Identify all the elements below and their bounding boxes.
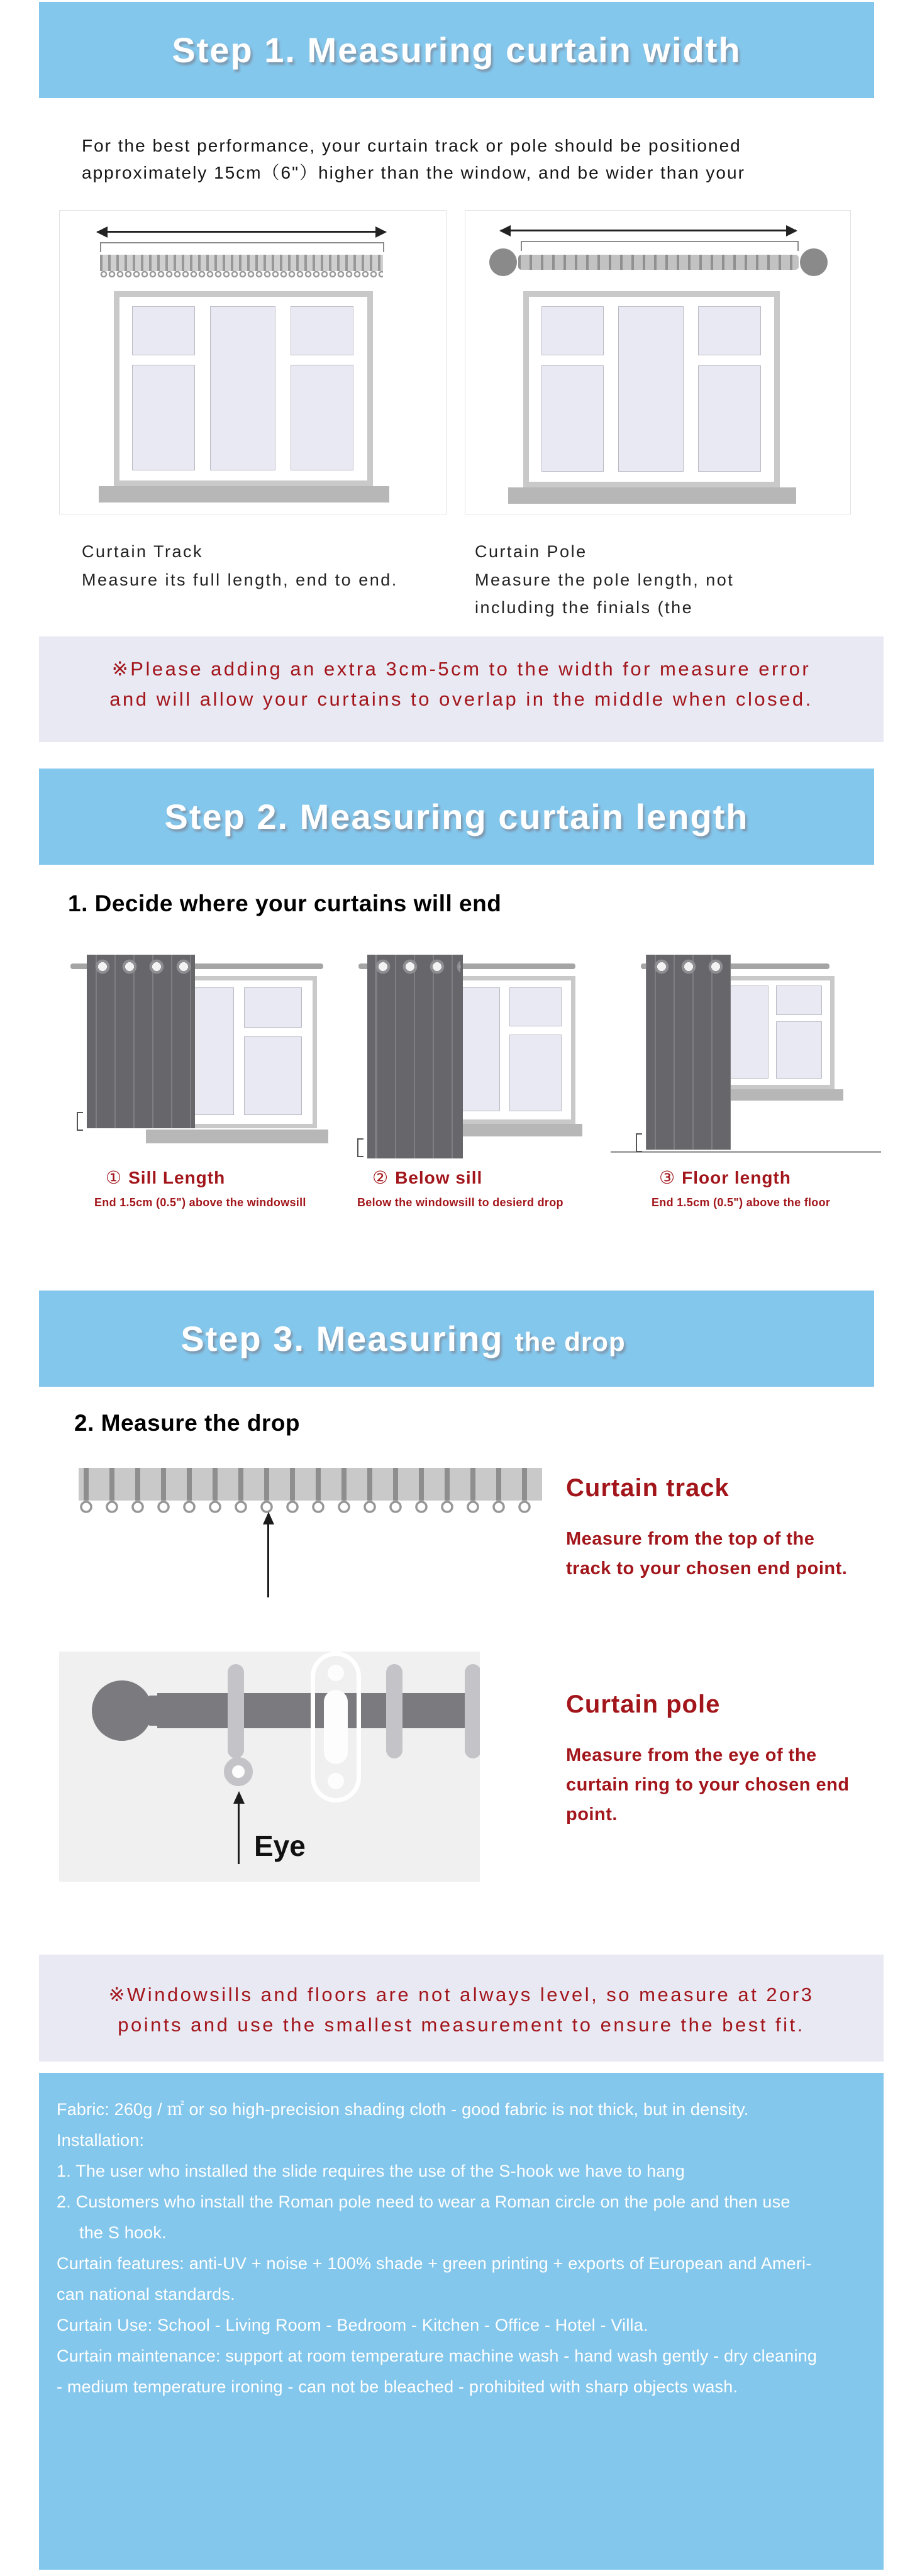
drop-heading: 2. Measure the drop (74, 1410, 301, 1436)
pole-instruction-line-1: Measure from the eye of the (566, 1745, 817, 1765)
window-pane (132, 306, 196, 355)
curtain-track-heading: Curtain track (566, 1474, 730, 1502)
curtain-illustration (87, 955, 195, 1128)
window-frame (119, 297, 367, 480)
pole-caption-line-1: Measure the pole length, not (475, 570, 735, 589)
width-arrow-icon (501, 230, 796, 231)
step1-banner-label: Step 1. Measuring curtain width (172, 30, 741, 70)
track-caption-body: Measure its full length, end to end. (82, 570, 398, 589)
option-2-desc: Below the windowsill to desierd drop (357, 1196, 563, 1209)
info-line-install-2: 2. Customers who install the Roman pole need to wear a Roman circle on the pole and then use (57, 2192, 791, 2211)
window-sill (146, 1130, 328, 1143)
info-line-install-2b: the S hook. (79, 2223, 167, 2242)
step2-banner (39, 769, 874, 865)
curtain-illustration (646, 955, 731, 1150)
step3-banner-label: Step 3. Measuring (180, 1319, 504, 1358)
window-pane (291, 365, 354, 470)
decide-heading: 1. Decide where your curtains will end (68, 891, 502, 916)
track-instruction-line-1: Measure from the top of the (566, 1529, 815, 1549)
track-caption-title: Curtain Track (82, 542, 204, 561)
finial-right-icon (800, 248, 828, 276)
curtain-pole-heading: Curtain pole (566, 1690, 721, 1718)
curtain-pole-instructions (566, 1741, 850, 1829)
level-note-line-1: ※Windowsills and floors are not always level, so measure at 2or3 (108, 1984, 814, 2006)
sill-length-diagram (65, 950, 328, 1158)
info-line-install-1: 1. The user who installed the slide requires the use of the S-hook we have to hang (57, 2162, 685, 2180)
info-line-use: Curtain Use: School - Living Room - Bedroom - Kitchen - Office - Hotel - Villa. (57, 2316, 648, 2334)
info-line-maintenance-1: Curtain maintenance: support at room temperature machine wash - hand wash gently - dry cleaning (57, 2346, 818, 2365)
level-note-banner (39, 1955, 884, 2062)
option-1-number: ① (106, 1168, 123, 1187)
step2-banner-label: Step 2. Measuring curtain length (164, 797, 749, 836)
grommets-icon (370, 957, 460, 976)
width-note-banner (39, 636, 884, 742)
window-sill (508, 487, 796, 504)
product-info-panel (39, 2073, 884, 2570)
window-pane (618, 306, 683, 472)
info-line-fabric: Fabric: 260g / ㎡ or so high-precision shading cloth - good fabric is not thick, but in density. (57, 2100, 749, 2119)
grommets-icon (89, 957, 192, 976)
window-sill (99, 486, 389, 502)
window-pane (776, 1021, 822, 1079)
step1-intro-paragraph (82, 132, 745, 186)
window-pane (541, 365, 604, 472)
track-hooks-icon (79, 1501, 542, 1516)
curtain-track-instructions (566, 1524, 847, 1584)
window-illustration (114, 291, 373, 486)
curtain-illustration (367, 955, 463, 1158)
finial-ball-icon (92, 1680, 152, 1741)
window-pane (244, 1036, 302, 1115)
option-3-number: ③ (659, 1168, 676, 1187)
width-arrow-icon (97, 231, 386, 233)
pole-drop-illustration (59, 1652, 480, 1882)
info-line-maintenance-2: - medium temperature ironing - can not be bleached - prohibited with sharp objects wash. (57, 2377, 738, 2396)
intro-line-1: For the best performance, your curtain track or pole should be positioned (82, 136, 741, 155)
floor-line (611, 1151, 881, 1153)
level-note-line-2: points and use the smallest measurement to ensure the best fit. (118, 2014, 805, 2036)
option-1-desc: End 1.5cm (0.5") above the windowsill (94, 1196, 306, 1209)
finial-left-icon (489, 248, 517, 276)
window-pane (698, 365, 761, 472)
info-line-features-1: Curtain features: anti-UV + noise + 100% shade + green printing + exports of European and Ameri- (57, 2254, 812, 2273)
measure-mark-icon (636, 1133, 642, 1152)
width-note-line-1: ※Please adding an extra 3cm-5cm to the width for measure error (111, 658, 811, 680)
option-2-number: ② (372, 1168, 389, 1187)
curtain-track-diagram (59, 210, 447, 514)
pole-instruction-line-2: curtain ring to your chosen end (566, 1775, 850, 1795)
pole-illustration (518, 255, 799, 270)
window-pane (509, 1035, 562, 1111)
curtain-ring-icon (228, 1664, 244, 1758)
curtain-ring-icon (465, 1664, 480, 1758)
eye-label: Eye (254, 1829, 306, 1862)
bracket-slot (324, 1690, 348, 1764)
window-pane (541, 306, 604, 355)
curtain-pole-diagram (465, 210, 851, 514)
window-pane (509, 987, 562, 1026)
measure-bracket (521, 241, 799, 251)
pole-caption-line-2: including the finials (the (475, 598, 694, 617)
intro-line-2: approximately 15cm（6"）higher than the window, and be wider than your (82, 163, 745, 182)
window-frame (529, 297, 774, 482)
option-2-label: Below sill (395, 1168, 483, 1187)
track-hooks-icon (100, 271, 383, 279)
measure-mark-icon (357, 1138, 363, 1157)
option-2-title (372, 1167, 482, 1188)
window-pane (776, 985, 822, 1015)
ring-eye-icon (224, 1757, 253, 1786)
measure-bracket (100, 242, 384, 252)
width-note-line-2: and will allow your curtains to overlap in the middle when closed. (109, 688, 813, 710)
option-3-title (659, 1167, 791, 1188)
step3-banner-inner (180, 1318, 625, 1359)
eye-arrow-icon (238, 1794, 240, 1864)
window-pane (132, 365, 196, 470)
option-1-title (106, 1167, 225, 1188)
step3-banner (39, 1291, 874, 1387)
track-instruction-line-2: track to your chosen end point. (566, 1558, 848, 1579)
bracket-screw-icon (328, 1665, 344, 1681)
option-3-desc: End 1.5cm (0.5") above the floor (652, 1196, 831, 1209)
measure-mark-icon (77, 1112, 83, 1131)
pole-instruction-line-3: point. (566, 1804, 618, 1824)
step3-banner-sublabel: the drop (514, 1327, 626, 1357)
track-illustration (100, 255, 383, 271)
pole-caption-body (475, 566, 734, 621)
option-1-label: Sill Length (128, 1168, 226, 1187)
wall-bracket-icon (311, 1652, 361, 1802)
below-sill-diagram (358, 950, 575, 1158)
pole-caption-title: Curtain Pole (475, 542, 587, 561)
window-pane (698, 306, 761, 355)
window-illustration (523, 291, 780, 487)
info-line-installation: Installation: (57, 2131, 145, 2150)
floor-length-diagram (641, 950, 855, 1158)
up-arrow-icon (267, 1514, 269, 1597)
track-drop-illustration (79, 1468, 542, 1501)
window-pane (291, 306, 354, 355)
option-3-label: Floor length (682, 1168, 791, 1187)
window-pane (244, 987, 302, 1028)
grommets-icon (648, 957, 728, 976)
step1-banner (39, 2, 874, 98)
window-pane (210, 306, 275, 471)
info-line-features-2: can national standards. (57, 2285, 235, 2304)
bracket-screw-icon (328, 1773, 344, 1789)
curtain-ring-icon (386, 1664, 402, 1758)
